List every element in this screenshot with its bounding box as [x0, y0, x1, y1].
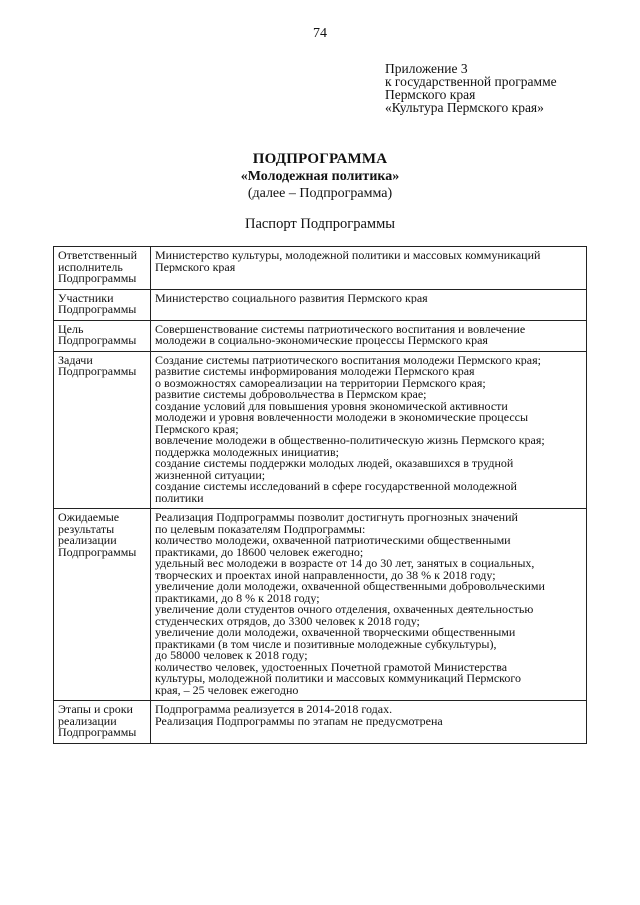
- appendix-line: к государственной программе: [385, 74, 557, 89]
- value-line: практиками, до 18600 человек ежегодно;: [155, 546, 364, 558]
- value-line: вовлечение молодежи в общественно-политическую жизнь Пермского края;: [155, 435, 545, 447]
- label-line: Ответственный: [58, 248, 138, 262]
- appendix-line: «Культура Пермского края»: [385, 100, 544, 115]
- passport-row-value: [151, 247, 587, 290]
- label-line: реализации: [58, 533, 117, 547]
- value-line: увеличение доли молодежи, охваченной творческими общественными: [155, 627, 516, 639]
- value-line: создание условий для повышения уровня экономической активности: [155, 400, 508, 412]
- value-line: Пермского края: [155, 261, 236, 273]
- value-line: Пермского края;: [155, 423, 239, 435]
- value-line: увеличение доли молодежи, охваченной общественными добровольческими: [155, 581, 545, 593]
- subprogram-note: (далее – Подпрограмма): [247, 186, 393, 201]
- label-line: Подпрограммы: [58, 333, 137, 347]
- appendix-line: Приложение 3: [385, 61, 468, 76]
- value-line: поддержка молодежных инициатив;: [155, 446, 339, 458]
- appendix-note: [385, 62, 625, 114]
- value-line: практиками, до 8 % к 2018 году;: [155, 592, 320, 604]
- value-line: Реализация Подпрограммы по этапам не предусмотрена: [155, 715, 443, 727]
- value-line: о возможностях самореализации на территории Пермского края;: [155, 377, 486, 389]
- value-line: культуры, молодежной политики и массовых коммуникаций Пермского: [155, 673, 521, 685]
- passport-row: [54, 351, 587, 509]
- label-line: Задачи: [58, 352, 93, 367]
- appendix-line: Пермского края: [385, 87, 476, 102]
- passport-row-value: [151, 509, 587, 701]
- passport-row-label: [54, 701, 151, 744]
- passport-heading: Паспорт Подпрограммы: [244, 216, 396, 232]
- value-line: по целевым показателям Подпрограммы:: [155, 523, 366, 535]
- value-line: Подпрограмма реализуется в 2014-2018 годах.: [155, 704, 393, 716]
- value-line: молодежи в социально-экономические процессы Пермского края: [155, 335, 488, 347]
- value-line: увеличение доли студентов очного отделения, охваченных деятельностью: [155, 604, 534, 616]
- value-line: развитие системы информирования молодежи Пермского края: [155, 366, 475, 378]
- value-line: политики: [155, 492, 204, 504]
- passport-row-label: [54, 320, 151, 351]
- value-line: Министерство социального развития Пермского края: [155, 292, 428, 304]
- value-line: студенческих отрядов, до 3300 человек к 2018 году;: [155, 615, 420, 627]
- page-number: 74: [313, 26, 327, 41]
- value-line: создание системы исследований в сфере государственной молодежной: [155, 481, 517, 493]
- value-line: удельный вес молодежи в возрасте от 14 до 30 лет, занятых в социальных,: [155, 558, 535, 570]
- subprogram-name: «Молодежная политика»: [240, 169, 400, 184]
- passport-table: [53, 246, 587, 744]
- passport-row: [54, 701, 587, 744]
- label-line: Подпрограммы: [58, 364, 137, 378]
- value-line: практиками (в том числе и позитивные молодежные субкультуры),: [155, 638, 497, 650]
- passport-row-label: [54, 289, 151, 320]
- label-line: Участники: [58, 290, 114, 305]
- passport-row-value: [151, 320, 587, 351]
- value-line: Совершенствование системы патриотического воспитания и вовлечение: [155, 323, 526, 335]
- value-line: жизненной ситуации;: [155, 469, 266, 481]
- value-line: количество молодежи, охваченной патриотическими общественными: [155, 535, 511, 547]
- passport-row-value: [151, 289, 587, 320]
- passport-row-label: [54, 247, 151, 290]
- value-line: количество человек, удостоенных Почетной грамотой Министерства: [155, 661, 508, 673]
- value-line: развитие системы добровольчества в Пермском крае;: [155, 389, 427, 401]
- value-line: творческих и проектах иной направленности, до 38 % к 2018 году;: [155, 569, 496, 581]
- value-line: Министерство культуры, молодежной политики и массовых коммуникаций: [155, 250, 541, 262]
- label-line: Подпрограммы: [58, 271, 137, 285]
- label-line: Подпрограммы: [58, 302, 137, 316]
- value-line: края, – 25 человек ежегодно: [155, 684, 299, 696]
- value-line: до 58000 человек к 2018 году;: [155, 650, 308, 662]
- label-line: Цель: [58, 321, 84, 336]
- passport-row-value: [151, 701, 587, 744]
- label-line: результаты: [58, 521, 115, 536]
- passport-row: [54, 247, 587, 290]
- label-line: Этапы и сроки: [58, 702, 133, 716]
- passport-row-value: [151, 351, 587, 509]
- subprogram-title-block: [0, 150, 640, 203]
- passport-row-label: [54, 351, 151, 509]
- label-line: Подпрограммы: [58, 725, 137, 739]
- value-line: молодежи и уровня вовлеченности молодежи в экономические процессы: [155, 412, 529, 424]
- subprogram-title: ПОДПРОГРАММА: [252, 151, 388, 167]
- value-line: Реализация Подпрограммы позволит достигнуть прогнозных значений: [155, 512, 518, 524]
- passport-row: [54, 289, 587, 320]
- label-line: исполнитель: [58, 259, 123, 274]
- label-line: Ожидаемые: [58, 510, 120, 524]
- passport-row-label: [54, 509, 151, 701]
- label-line: реализации: [58, 713, 117, 728]
- value-line: создание системы поддержки молодых людей, оказавшихся в трудной: [155, 458, 514, 470]
- value-line: Создание системы патриотического воспитания молодежи Пермского края;: [155, 354, 541, 366]
- passport-row: [54, 320, 587, 351]
- passport-row: [54, 509, 587, 701]
- passport-table-body: [54, 247, 587, 744]
- label-line: Подпрограммы: [58, 544, 137, 559]
